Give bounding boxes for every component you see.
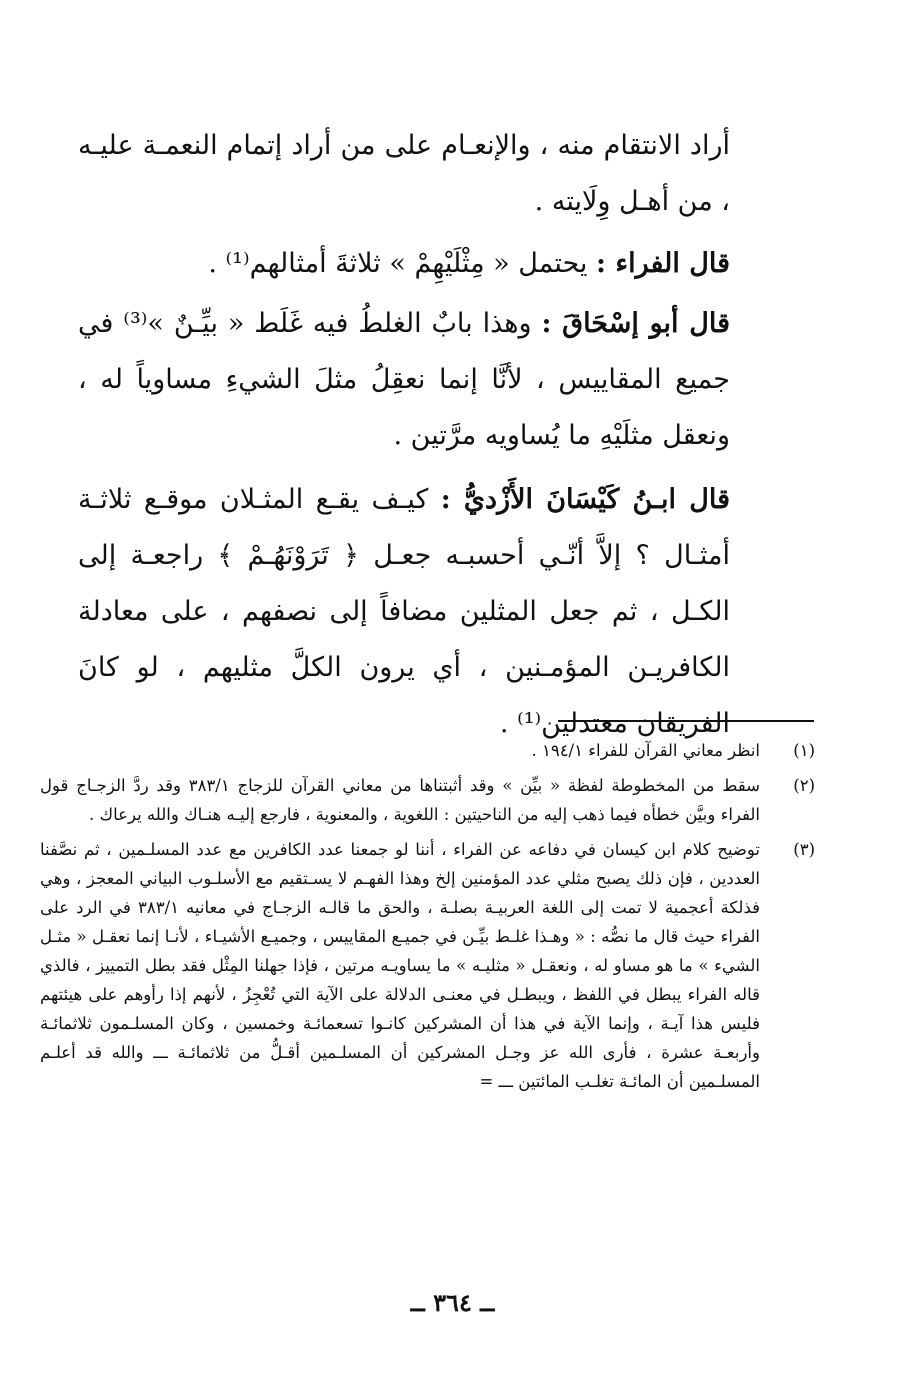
main-text xyxy=(78,118,730,752)
footnote-number: (١) xyxy=(793,741,815,760)
speaker-name: قال الفراء : xyxy=(596,248,730,279)
paragraph xyxy=(78,296,730,464)
footnote-text: انظر معاني القرآن للفراء ١٩٤/١ . xyxy=(531,741,760,760)
paragraph-text: أراد الانتقام منه ، والإنعـام على من أراد إتمام النعمـة عليـه ، من أهـل وِلَايته . xyxy=(78,130,730,217)
paragraph xyxy=(78,236,730,292)
speaker-name: قال أبو إسْحَاقَ : xyxy=(541,308,731,339)
footnote-text: سقط من المخطوطة لفظة « بيِّن » وقد أثبتناها من معاني القرآن للزجاج ٣٨٣/١ وقد ردَّ الزجـاج قول الفراء وبيَّن خطأه فيما ذهب إليه من الناحيتين : اللغوية ، والمعنوية ، فارجع إليـه هنـاك والله يرعاك . xyxy=(40,776,760,824)
footnote xyxy=(40,771,815,829)
footnote-text: توضيح كلام ابن كيسان في دفاعه عن الفراء ، أننا لو جمعنا عدد الكافرين مع عدد المسلـمين ، ثم نصَّفنا العددين ، فإن ذلك يصبح مثلي عدد المؤمنين إلخ وهذا الفهـم لا يسـتقيم مع الأسلـوب البياني المعجز ، وهي فذلكة أعجمية لا تمت إلى اللغة العربيـة بصلـة ، والحق ما قالـه الزجـاج في معانيه ٣٨٣/١ في الرد على الفراء حيث قال ما نصُّه : « وهـذا غلـط بيِّـن في جميـع المقاييس ، وجميـع الأشيـاء ، لأنـا إنما نعقـل « مثـل الشيء » ما هو مساو له ، ونعقـل « مثليـه » ما يساويـه مرتين ، فإذا جهلنا المِثْل فقد بطل التمييز ، فالذي قاله الفراء يبطل في اللفظ ، ويبطـل في معنـى الدلالة على الآية التي تُعْجِزُ ، لأنهم إذا رأوهم على هيئتهم فليس هذا آيـة ، وإنما الآية في هذا أن المشركين كانـوا تسعمائـة وخمسين ، وكان المسلـمون ثلاثمائـة وأربعـة عشرة ، فأرى الله عز وجـل المشركين أن المسلـمين أقـلُّ من ثلاثمائـة ـــ والله قد أعلـم المسلـمين أن المائـة تغلـب المائتين ـــ = xyxy=(40,840,761,1091)
paragraph xyxy=(78,472,730,752)
footnotes xyxy=(40,736,815,1102)
paragraph-text: يحتمل « مِثْلَيْهِمْ » ثلاثةَ أمثالهم⁽¹⁾ . xyxy=(208,248,596,279)
paragraph xyxy=(78,118,730,230)
paragraph-text: وهذا بابٌ الغلطُ فيه غَلَط « بيِّـنٌ »⁽³⁾ في جميع المقاييس ، لأنَّا إنما نعقِلُ مثلَ الشيءِ مساوياً له ، ونعقل مثلَيْهِ ما يُساويه مرَّتين . xyxy=(78,308,730,451)
paragraph-text: كيـف يقـع المثـلان موقـع ثلاثـة أمثـال ؟ إلاَّ أنّـي أحسبـه جعـل ﴿ تَرَوْنَهُـمْ ﴾ راجعـة إلى الكـل ، ثم جعل المثلين مضافاً إلى نصفهم ، على معادلة الكافريـن المؤمـنين ، أي يرون الكلَّ مثليهم ، لو كانَ الفريقان معتدلين⁽¹⁾ . xyxy=(78,484,730,739)
speaker-name: قال ابـنُ كَيْسَانَ الأَزْديُّ : xyxy=(440,484,730,515)
footnote-number: (٢) xyxy=(793,776,815,795)
footnote xyxy=(40,736,815,765)
footnote-divider xyxy=(558,720,814,722)
page-number: ــ ٣٦٤ ــ xyxy=(410,1288,495,1317)
footnote xyxy=(40,835,815,1096)
footnote-number: (٣) xyxy=(793,840,815,859)
